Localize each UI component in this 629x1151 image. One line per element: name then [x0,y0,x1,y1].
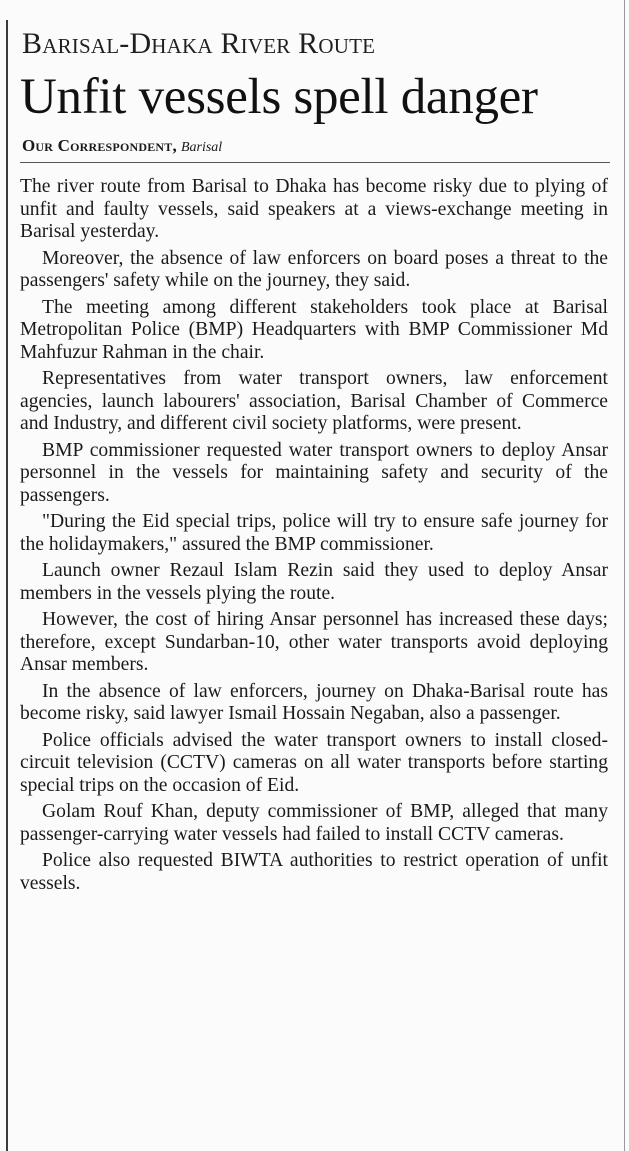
article-headline: Unfit vessels spell danger [20,69,538,125]
article-paragraph: Golam Rouf Khan, deputy commissioner of BMP, alleged that many passenger-carrying water vessels had failed to install CCTV cameras. [20,801,608,845]
article-paragraph: Representatives from water transport owners, law enforcement agencies, launch labourers' association, Barisal Chamber of Commerce and Industry, and different civil society platforms, were present. [20,368,608,434]
column-right-rule [624,0,625,1151]
article-paragraph: However, the cost of hiring Ansar personnel has increased these days; therefore, except Sundarban-10, other water transports avoid deploying Ansar members. [20,609,608,675]
article-paragraph: In the absence of law enforcers, journey on Dhaka-Barisal route has become risky, said lawyer Ismail Hossain Negaban, also a passenger. [20,680,608,724]
article-paragraph: Launch owner Rezaul Islam Rezin said they used to deploy Ansar members in the vessels plying the route. [20,560,608,604]
byline-divider [20,162,610,163]
article-body [20,176,608,899]
article-byline [22,136,612,158]
byline-name: Our Correspondent, [22,136,177,155]
article-paragraph: Moreover, the absence of law enforcers on board poses a threat to the passengers' safety while on the journey, they said. [20,247,608,291]
article-paragraph: BMP commissioner requested water transport owners to deploy Ansar personnel in the vessels for maintaining safety and security of the passengers. [20,439,608,506]
byline-place: Barisal [180,140,223,155]
article-paragraph: The meeting among different stakeholders took place at Barisal Metropolitan Police (BMP) Headquarters with BMP Commissioner Md Mahfuzur Rahman in the chair. [20,296,608,363]
article-paragraph: "During the Eid special trips, police will try to ensure safe journey for the holidaymakers," assured the BMP commissioner. [20,511,608,555]
column-left-rule [6,20,8,1151]
article-paragraph: Police also requested BIWTA authorities to restrict operation of unfit vessels. [20,850,608,894]
article-paragraph: The river route from Barisal to Dhaka has become risky due to plying of unfit and faulty vessels, said speakers at a views-exchange meeting in Barisal yesterday. [20,176,608,242]
article-paragraph: Police officials advised the water transport owners to install closed-circuit television (CCTV) cameras on all water transports before starting special trips on the occasion of Eid. [20,729,608,796]
article-kicker: Barisal-Dhaka River Route [22,27,376,60]
